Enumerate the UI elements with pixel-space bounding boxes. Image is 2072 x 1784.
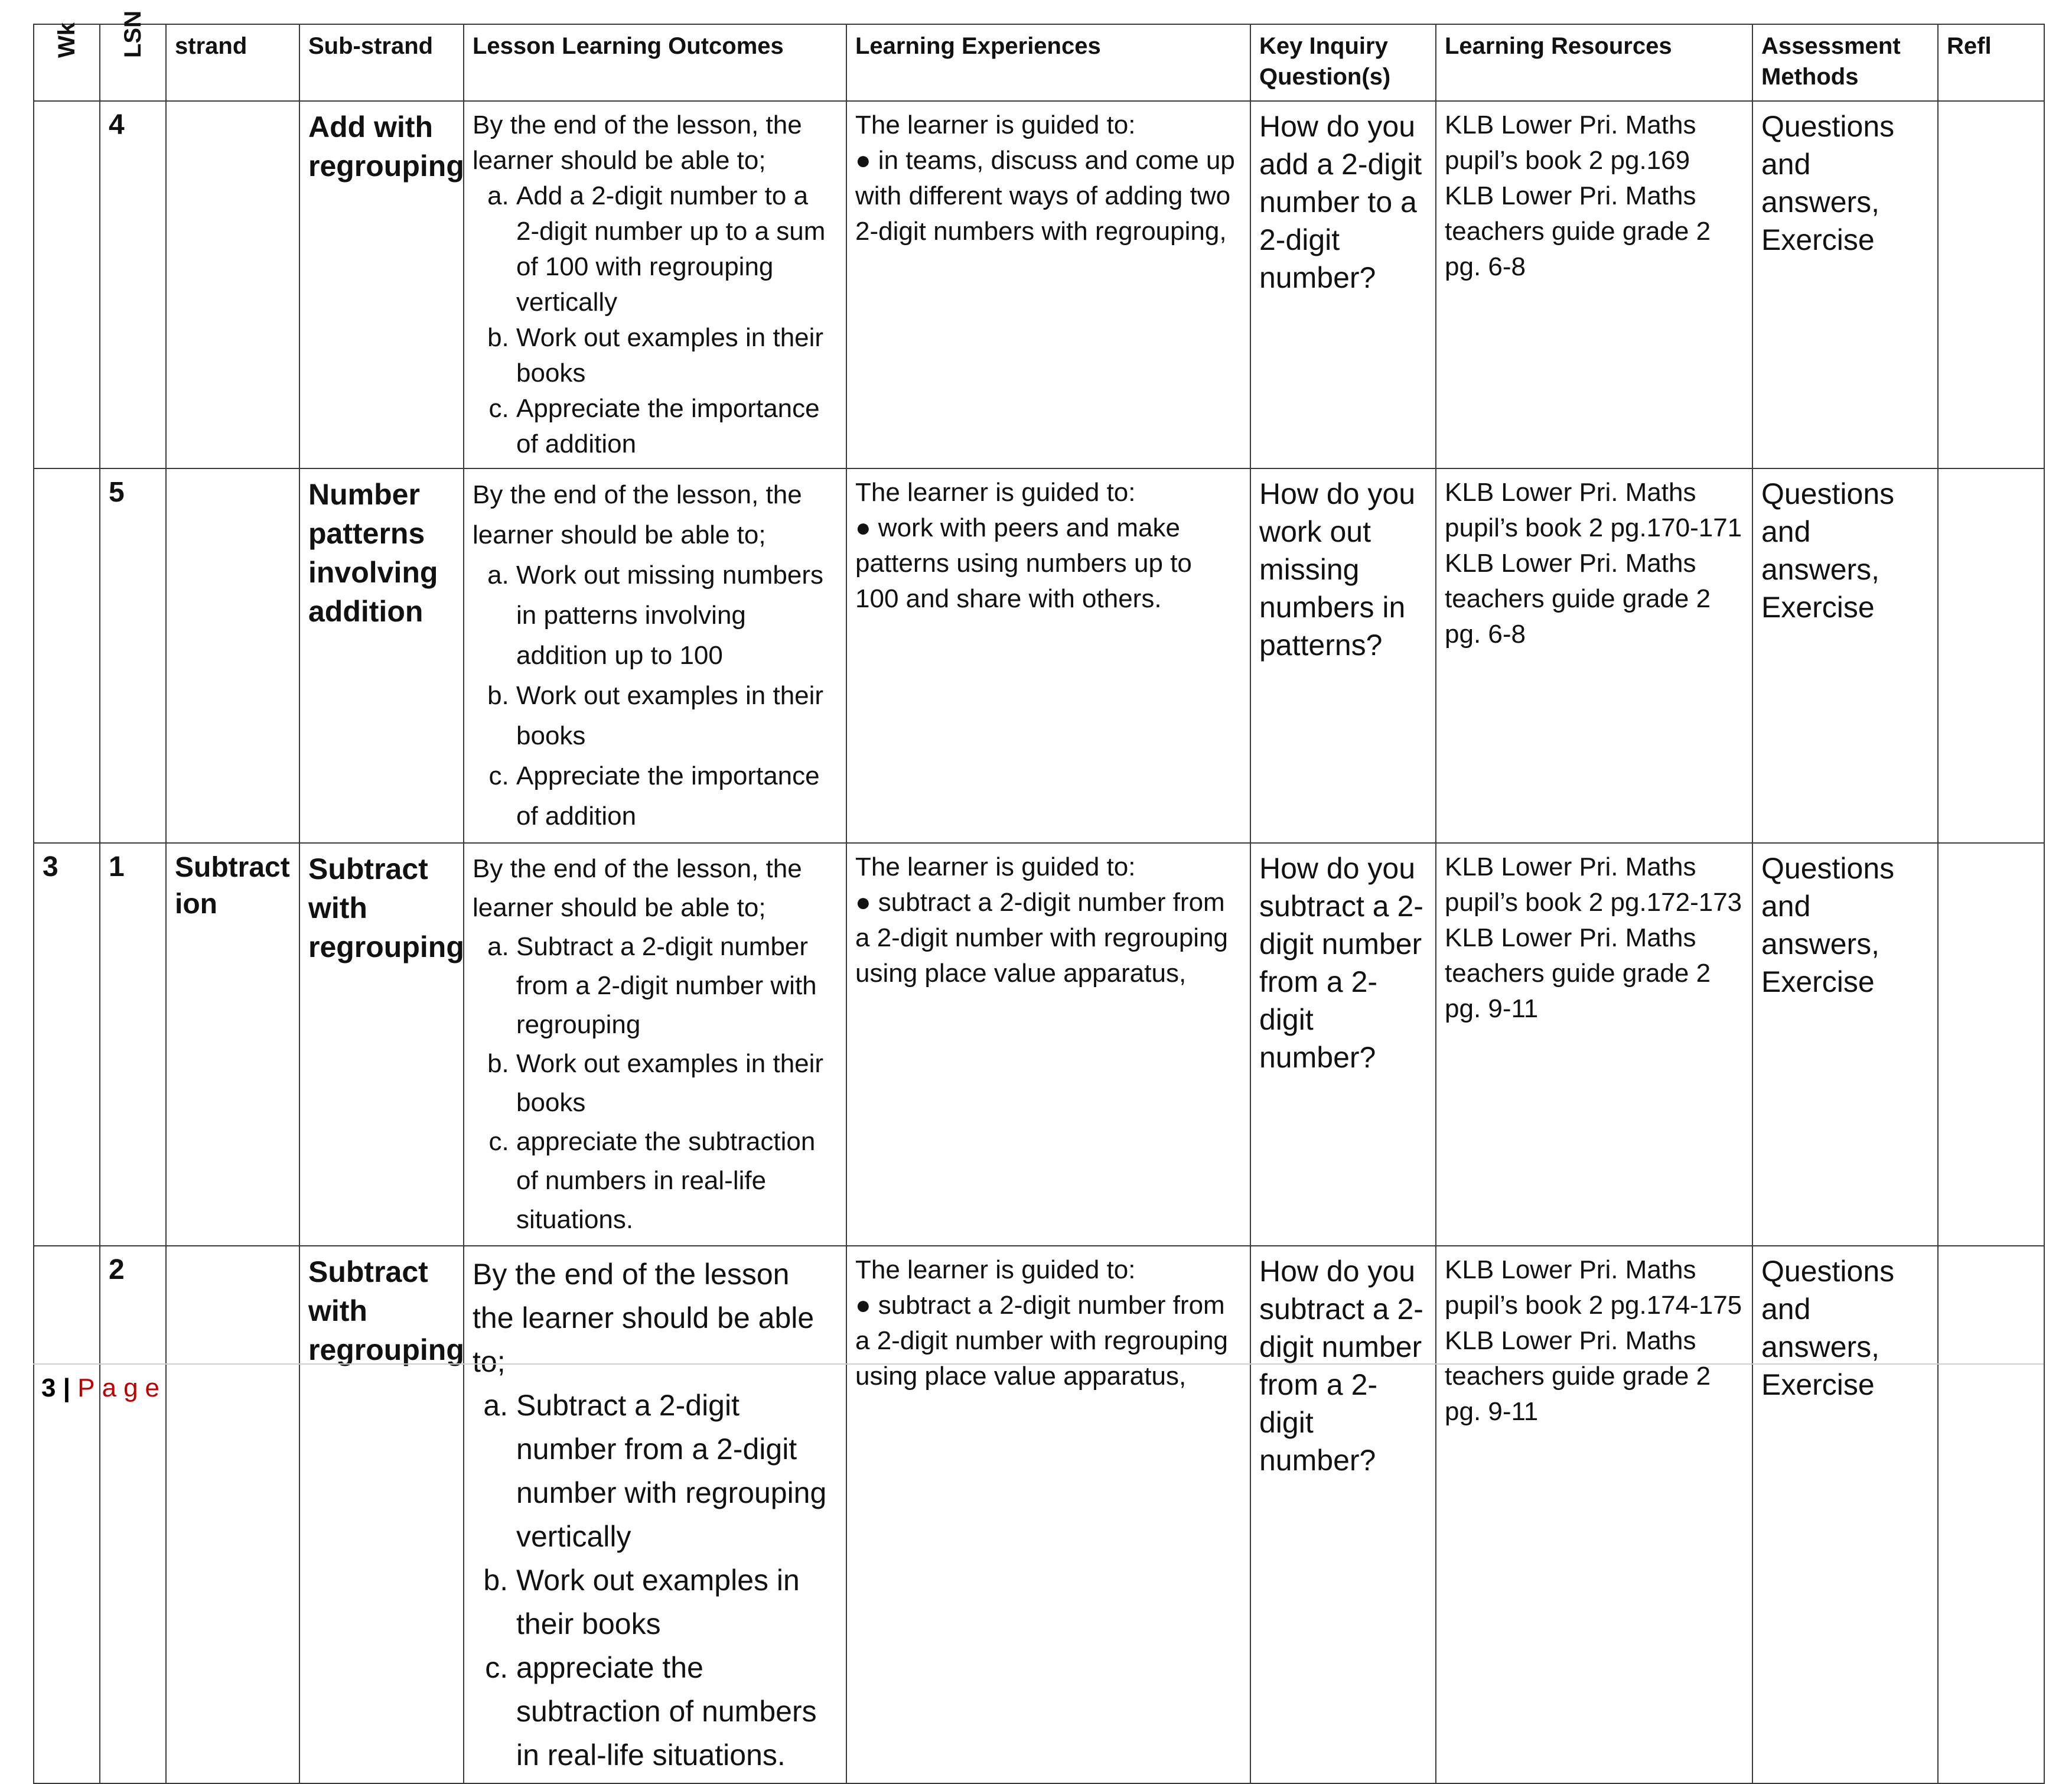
experience-item: ● in teams, discuss and come up with different ways of adding two 2-digit numbers with regrouping, [855, 146, 1235, 246]
outcome-item: c. appreciate the subtraction of numbers in real-life situations. [516, 1122, 838, 1239]
outcomes-intro: By the end of the lesson, the learner should be able to; [473, 110, 802, 175]
cell-wk [34, 101, 100, 468]
cell-wk [34, 468, 100, 843]
cell-outcomes [464, 468, 846, 843]
outcome-item: c. appreciate the subtraction of numbers in real-life situations. [516, 1646, 838, 1777]
outcome-item: c. Appreciate the importance of addition [516, 756, 838, 836]
header-sub-strand: Sub-strand [299, 24, 464, 101]
outcome-item: a. Subtract a 2-digit number from a 2-digit number with regrouping [516, 927, 838, 1044]
cell-assessment: Questions and answers, Exercise [1752, 101, 1938, 468]
header-lsn: LSN [100, 24, 166, 101]
cell-assessment: Questions and answers, Exercise [1752, 843, 1938, 1246]
page-label: Page [77, 1373, 167, 1402]
outcomes-list [473, 1383, 838, 1777]
outcome-item: b. Work out examples in their books [516, 320, 838, 391]
cell-wk [34, 1246, 100, 1783]
cell-experiences [846, 101, 1250, 468]
cell-resources: KLB Lower Pri. Maths pupil’s book 2 pg.169 KLB Lower Pri. Maths teachers guide grade 2 pg. 6-8 [1436, 101, 1752, 468]
outcome-item: a. Add a 2-digit number to a 2-digit number up to a sum of 100 with regrouping vertically [516, 178, 838, 320]
footer-divider [33, 1363, 2044, 1365]
experience-item: ● subtract a 2-digit number from a 2-digit number with regrouping using place value apparatus, [855, 1291, 1229, 1391]
cell-assessment: Questions and answers, Exercise [1752, 468, 1938, 843]
cell-reflection [1938, 101, 2044, 468]
cell-wk: 3 [34, 843, 100, 1246]
cell-outcomes [464, 1246, 846, 1783]
cell-strand [166, 1246, 299, 1783]
outcomes-intro: By the end of the lesson the learner should be able to; [473, 1258, 815, 1378]
cell-assessment: Questions and answers, Exercise [1752, 1246, 1938, 1783]
outcomes-list [473, 927, 838, 1239]
outcome-item: a. Subtract a 2-digit number from a 2-digit number with regrouping vertically [516, 1383, 838, 1558]
cell-resources: KLB Lower Pri. Maths pupil’s book 2 pg.174-175 KLB Lower Pri. Maths teachers guide grade 2 pg. 9-11 [1436, 1246, 1752, 1783]
cell-sub-strand: Add with regrouping [299, 101, 464, 468]
cell-inquiry: How do you add a 2-digit number to a 2-digit number? [1250, 101, 1436, 468]
header-outcomes: Lesson Learning Outcomes [464, 24, 846, 101]
experiences-intro: The learner is guided to: [855, 110, 1136, 139]
cell-experiences [846, 468, 1250, 843]
cell-outcomes [464, 843, 846, 1246]
page-number: 3 [41, 1373, 56, 1402]
cell-strand: Subtraction [166, 843, 299, 1246]
header-reflection: Refl [1938, 24, 2044, 101]
cell-experiences [846, 843, 1250, 1246]
header-assessment: Assessment Methods [1752, 24, 1938, 101]
cell-inquiry: How do you subtract a 2-digit number from a 2-digit number? [1250, 843, 1436, 1246]
header-row [34, 24, 2044, 101]
table-row [34, 1246, 2044, 1783]
scheme-of-work [33, 11, 2044, 1784]
outcome-item: a. Work out missing numbers in patterns involving addition up to 100 [516, 555, 838, 676]
cell-sub-strand: Number patterns involving addition [299, 468, 464, 843]
cell-strand [166, 468, 299, 843]
header-inquiry: Key Inquiry Question(s) [1250, 24, 1436, 101]
experiences-intro: The learner is guided to: [855, 478, 1136, 507]
cell-inquiry: How do you work out missing numbers in patterns? [1250, 468, 1436, 843]
cell-resources: KLB Lower Pri. Maths pupil’s book 2 pg.170-171 KLB Lower Pri. Maths teachers guide grade 2 pg. 6-8 [1436, 468, 1752, 843]
outcome-item: b. Work out examples in their books [516, 1044, 838, 1122]
table-row [34, 101, 2044, 468]
cell-lsn: 4 [100, 101, 166, 468]
table-row [34, 843, 2044, 1246]
cell-strand [166, 101, 299, 468]
cell-lsn: 2 [100, 1246, 166, 1783]
experience-item: ● subtract a 2-digit number from a 2-digit number with regrouping using place value apparatus, [855, 888, 1229, 988]
cell-reflection [1938, 843, 2044, 1246]
cell-lsn: 1 [100, 843, 166, 1246]
cell-resources: KLB Lower Pri. Maths pupil’s book 2 pg.172-173 KLB Lower Pri. Maths teachers guide grade 2 pg. 9-11 [1436, 843, 1752, 1246]
scheme-table [33, 11, 2045, 1784]
cell-outcomes [464, 101, 846, 468]
cell-reflection [1938, 1246, 2044, 1783]
outcomes-intro: By the end of the lesson, the learner should be able to; [473, 480, 802, 549]
experiences-intro: The learner is guided to: [855, 852, 1136, 881]
outcome-item: b. Work out examples in their books [516, 1558, 838, 1646]
outcomes-list [473, 178, 838, 462]
experiences-intro: The learner is guided to: [855, 1255, 1136, 1284]
outcome-item: b. Work out examples in their books [516, 676, 838, 756]
cell-reflection [1938, 468, 2044, 843]
page-separator: | [63, 1373, 71, 1402]
header-wk: Wk [34, 24, 100, 101]
header-resources: Learning Resources [1436, 24, 1752, 101]
cell-sub-strand: Subtract with regrouping [299, 1246, 464, 1783]
outcome-item: c. Appreciate the importance of addition [516, 391, 838, 462]
outcomes-list [473, 555, 838, 836]
table-row [34, 468, 2044, 843]
page-footer [41, 1373, 167, 1403]
cell-inquiry: How do you subtract a 2-digit number from a 2-digit number? [1250, 1246, 1436, 1783]
cell-experiences [846, 1246, 1250, 1783]
header-strand: strand [166, 24, 299, 101]
cell-lsn: 5 [100, 468, 166, 843]
experience-item: ● work with peers and make patterns using numbers up to 100 and share with others. [855, 513, 1192, 613]
outcomes-intro: By the end of the lesson, the learner should be able to; [473, 854, 802, 922]
cell-sub-strand: Subtract with regrouping [299, 843, 464, 1246]
header-experiences: Learning Experiences [846, 24, 1250, 101]
